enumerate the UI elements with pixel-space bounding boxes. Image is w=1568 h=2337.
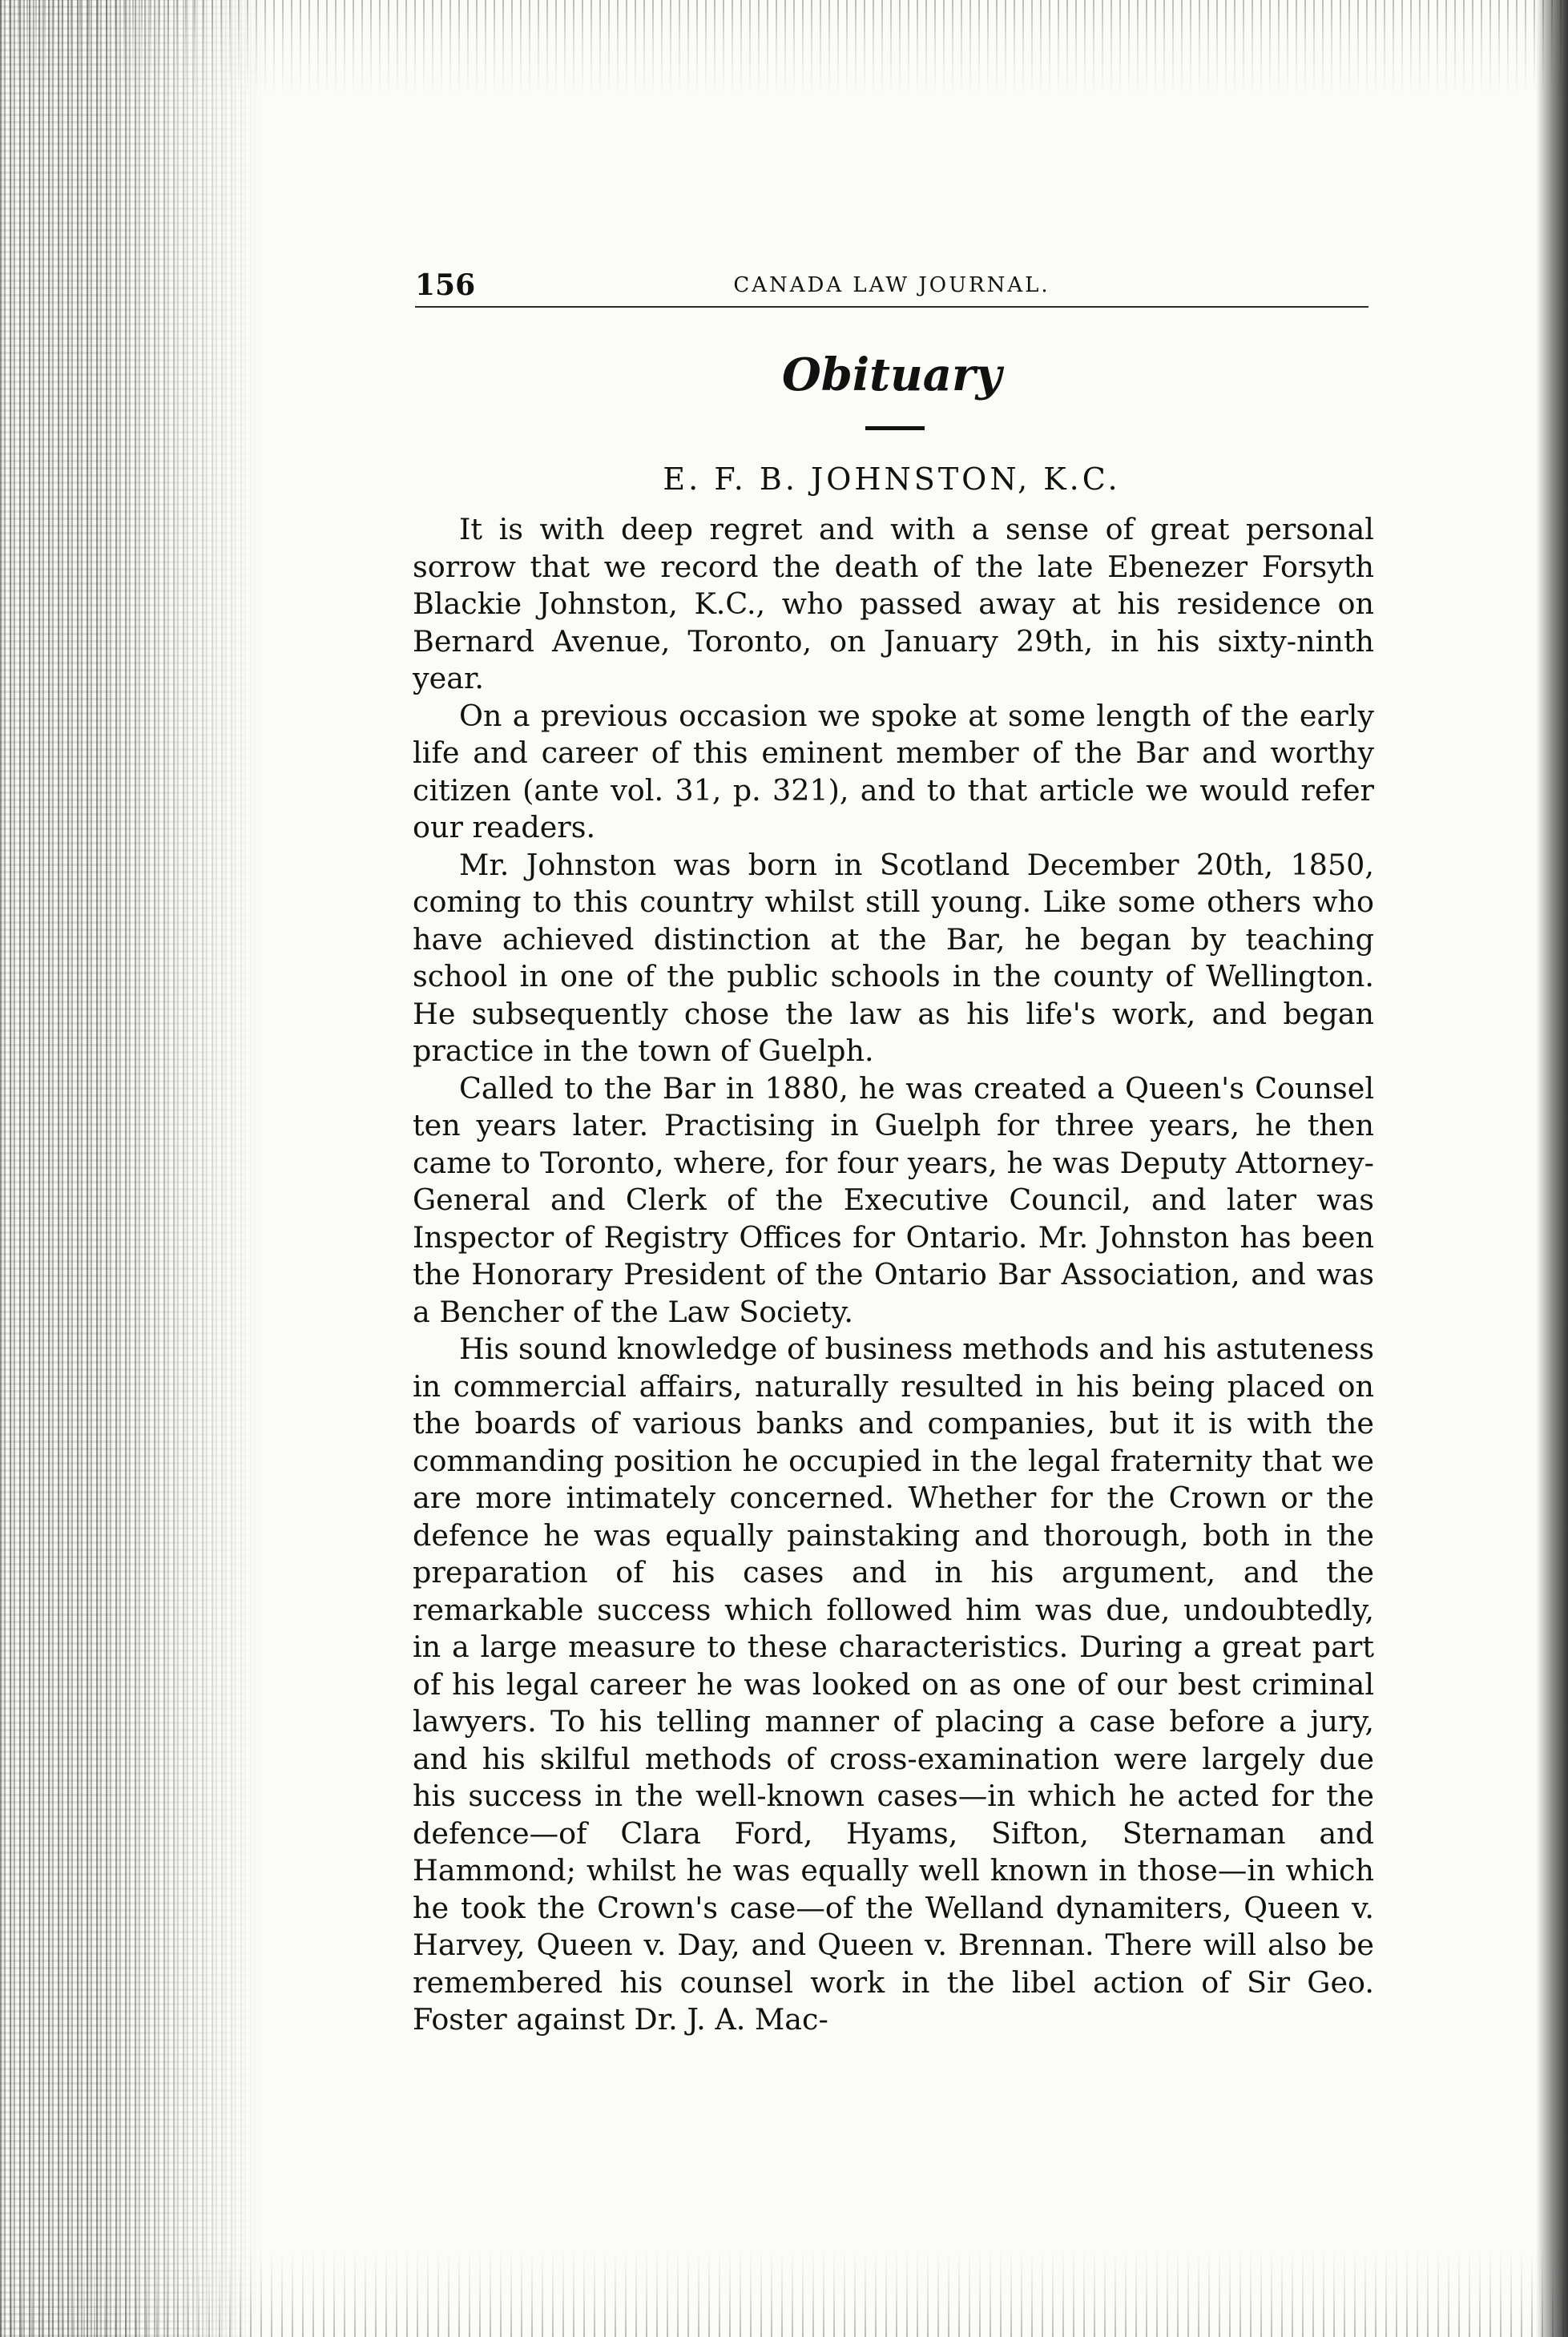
paragraph: It is with deep regret and with a sense of great personal sorrow that we record the death of the late Ebenezer Forsyth Blackie Johnston, K.C., who passed away at his residence on Bernard Avenue, Toronto, on January 29th, in his sixty-ninth year.: [413, 512, 1374, 695]
book-gutter-shadow: [0, 0, 264, 2337]
journal-title: CANADA LAW JOURNAL.: [733, 273, 1050, 297]
section-heading: Obituary: [781, 349, 1002, 401]
paragraph: On a previous occasion we spoke at some length of the early life and career of this eminent member of the Bar and worthy citizen (ante vol. 31, p. 321), and to that article we would refer our readers.: [413, 698, 1374, 844]
heading-divider: [865, 426, 925, 430]
page-top-edge: [0, 0, 1568, 96]
paragraph: His sound knowledge of business methods and his astuteness in commercial affairs, naturally resulted in his being placed on the boards of various banks and companies, but it is with the commanding position he occupied in the legal fraternity that we are more intimately concerned. Whether for the Crown or the defence he was equally painstaking and thorough, both in the preparation of his cases and in his argument, and the remarkable success which followed him was due, undoubtedly, in a large measure to these characteristics. During a great part of his legal career he was looked on as one of our best criminal lawyers. To his telling manner of placing a case before a jury, and his skilful methods of cross-examination were largely due his success in the well-known cases—in which he acted for the defence—of Clara Ford, Hyams, Sifton, Sternaman and Hammond; whilst he was equally well known in those—in which he took the Crown's case—of the Welland dynamiters, Queen v. Harvey, Queen v. Day, and Queen v. Brennan. There will also be remembered his counsel work in the libel action of Sir Geo. Foster against Dr. J. A. Mac-: [413, 1332, 1374, 2037]
page-bottom-edge: [0, 2249, 1568, 2337]
paragraph: Mr. Johnston was born in Scotland December 20th, 1850, coming to this country whilst still young. Like some others who have achieved distinction at the Bar, he began by teaching school in one of the public schools in the county of Wellington. He subsequently chose the law as his life's work, and began practice in the town of Guelph.: [413, 847, 1374, 1068]
article-body: [413, 511, 1374, 2039]
page-number: 156: [415, 268, 476, 302]
paragraph: Called to the Bar in 1880, he was created a Queen's Counsel ten years later. Practising in Guelph for three years, he then came to Toronto, where, for four years, he was Deputy Attorney-General and Clerk of the Executive Council, and later was Inspector of Registry Offices for Ontario. Mr. Johnston has been the Honorary President of the Ontario Bar Association, and was a Bencher of the Law Society.: [413, 1070, 1374, 1329]
obituary-name: E. F. B. JOHNSTON, K.C.: [663, 461, 1121, 497]
page-right-edge: [1536, 0, 1568, 2337]
running-header: [415, 264, 1368, 308]
